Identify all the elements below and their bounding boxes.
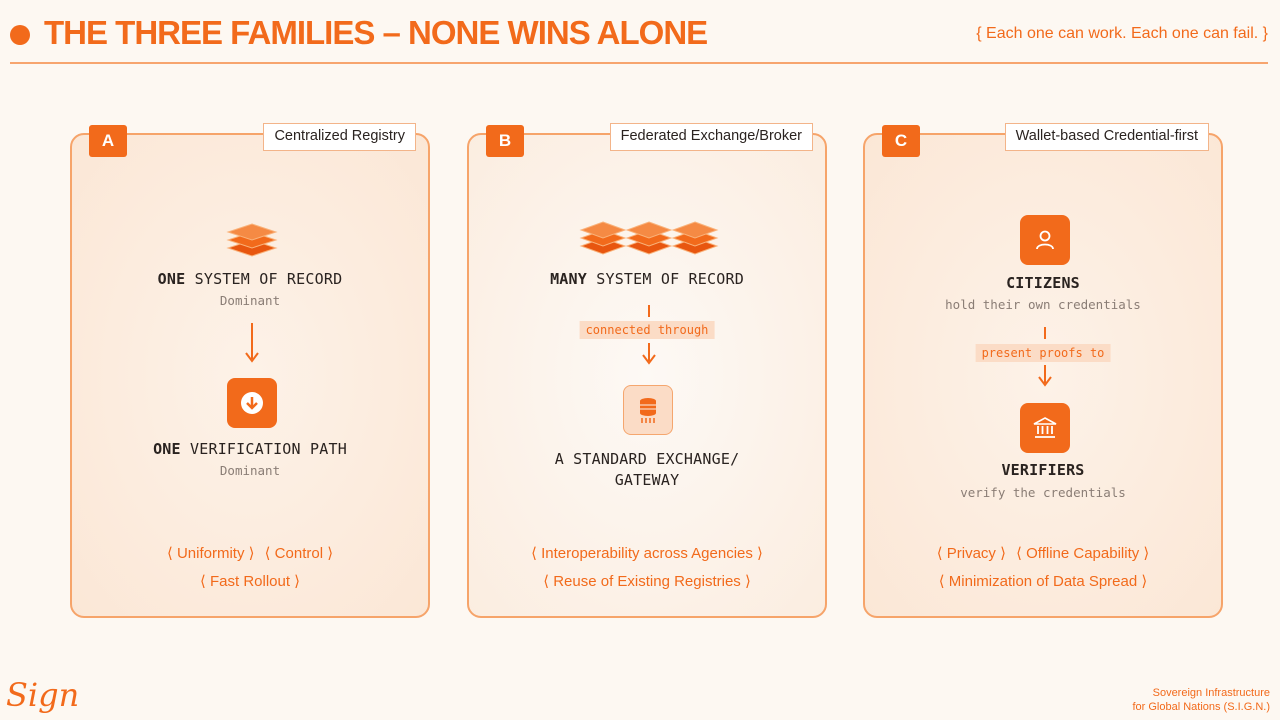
trait-list [865,544,1221,562]
database-gateway-icon [623,385,673,435]
node-title-text: SYSTEM OF RECORD [587,270,744,288]
trait-tag: ⟨ Uniformity ⟩ [166,545,255,562]
card-federated-exchange [467,128,827,618]
footer-org-line: Sovereign Infrastructure [1152,687,1270,699]
sign-logo: Sign [6,676,80,714]
node-title-text: SYSTEM OF RECORD [185,270,343,288]
card-badge: C [882,125,920,157]
node-title-line: GATEWAY [614,471,680,489]
trait-list [72,544,428,562]
layers-icon [226,218,278,258]
footer-org-line: for Global Nations (S.I.G.N.) [1132,701,1270,713]
card-badge: B [486,125,524,157]
node-title: CITIZENS [1006,274,1080,292]
card-type-label: Federated Exchange/Broker [610,123,813,151]
node-title [72,440,428,458]
node-title-line: A STANDARD EXCHANGE/ [554,450,740,468]
trait-list [72,572,428,590]
card-centralized-registry [70,128,430,618]
trait-tag: ⟨ Offline Capability ⟩ [1016,545,1150,562]
arrow-down-circle-icon [227,378,277,428]
node-title [469,270,825,288]
node-title-emphasis: ONE [157,270,186,288]
node-title: VERIFIERS [1001,461,1085,479]
node-subtitle: hold their own credentials [945,297,1141,312]
node-title-emphasis: MANY [550,270,587,288]
trait-tag: ⟨ Privacy ⟩ [936,545,1006,562]
layers-row-icon [579,216,719,256]
trait-tag: ⟨ Fast Rollout ⟩ [199,573,301,590]
user-icon [1020,215,1070,265]
arrow-down-icon [244,323,260,365]
trait-list [469,572,825,590]
node-title-text: VERIFICATION PATH [180,440,347,458]
bank-icon [1020,403,1070,453]
card-wallet-credential [863,128,1223,618]
header [0,0,1280,64]
page-title: THE THREE FAMILIES – NONE WINS ALONE [44,14,708,51]
node-title-emphasis: ONE [153,440,181,458]
node-subtitle: Dominant [219,463,281,478]
trait-list [865,572,1221,590]
card-badge: A [89,125,127,157]
trait-tag: ⟨ Reuse of Existing Registries ⟩ [543,573,751,590]
node-subtitle: Dominant [219,293,281,308]
node-title [72,270,428,288]
node-subtitle: verify the credentials [960,485,1126,500]
trait-tag: ⟨ Interoperability across Agencies ⟩ [531,545,763,562]
header-divider [10,62,1268,64]
card-type-label: Wallet-based Credential-first [1005,123,1209,151]
trait-tag: ⟨ Minimization of Data Spread ⟩ [938,573,1148,590]
trait-list [469,544,825,562]
card-type-label: Centralized Registry [263,123,416,151]
footer-organization [1132,686,1270,714]
header-bullet-icon [10,25,30,45]
connector-label: present proofs to [976,344,1111,362]
connector-label: connected through [580,321,715,339]
page-tagline: { Each one can work. Each one can fail. } [976,25,1268,42]
trait-tag: ⟨ Control ⟩ [264,545,334,562]
